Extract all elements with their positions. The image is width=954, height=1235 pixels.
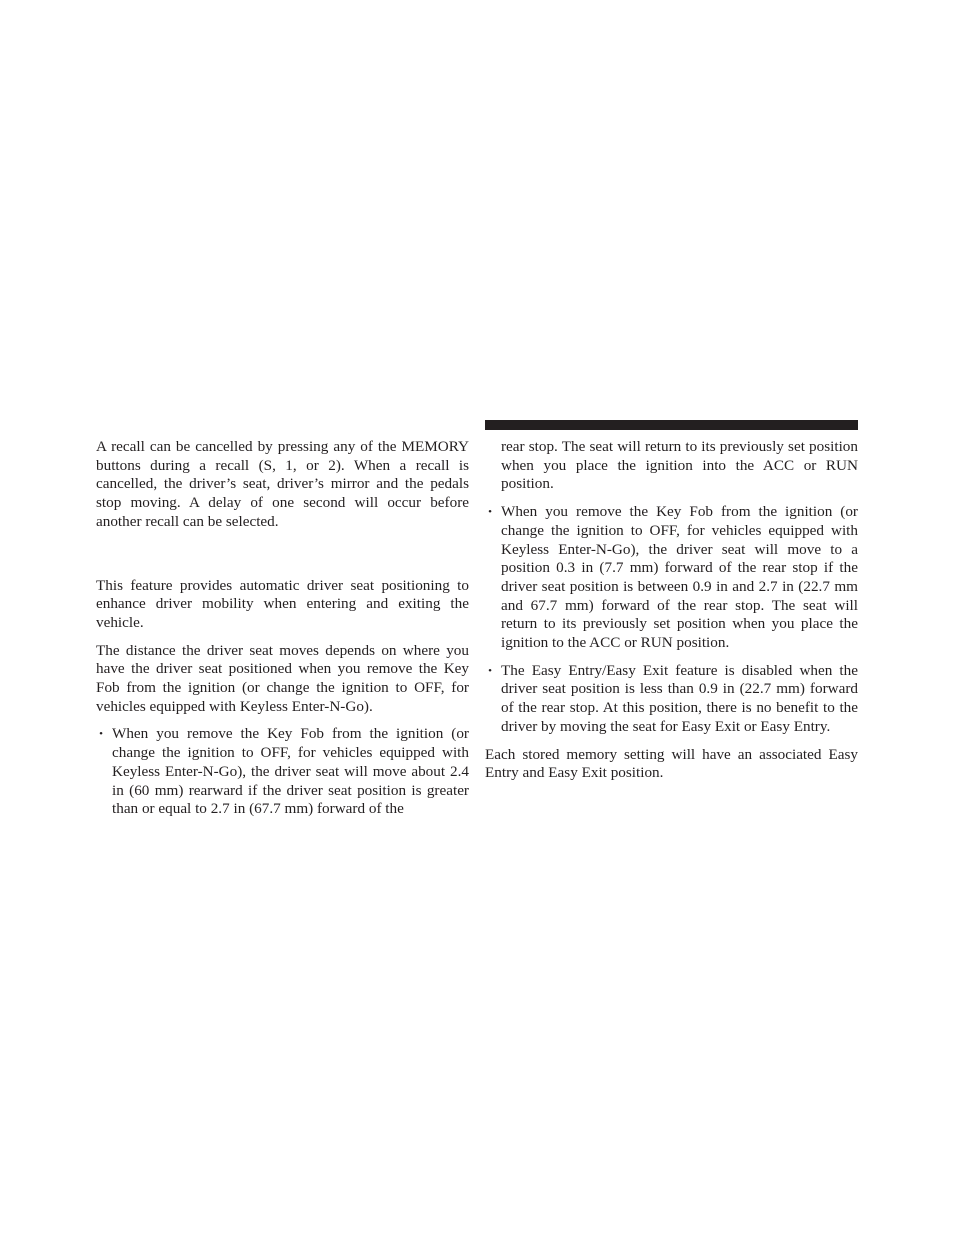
bullet-continuation: rear stop. The seat will return to its previously set position when you place the ignition into the ACC or RUN position. bbox=[501, 438, 858, 493]
bullet-text: The Easy Entry/Easy Exit feature is disabled when the driver seat position is less than 0.9 in (22.7 mm) forward of the rear stop. At this position, there is no benefit to the driver by moving the seat for Easy Exit or Easy Entry. bbox=[501, 661, 858, 735]
bullet-list-left bbox=[96, 725, 469, 819]
bullet-text: When you remove the Key Fob from the ignition (or change the ignition to OFF, for vehicles equipped with Keyless Enter-N-Go), the driver seat will move to a position 0.3 in (7.7 mm) forward of the rear stop if the driver seat position is between 0.9 in and 2.7 in (22.7 mm and 67.7 mm) forward of the rear stop. The seat will return to its previously set position when you place the ignition to the ACC or RUN position. bbox=[501, 503, 858, 652]
bullet-icon: • bbox=[488, 506, 492, 519]
list-item bbox=[485, 503, 858, 653]
bullet-text: When you remove the Key Fob from the ignition (or change the ignition to OFF, for vehicles equipped with Keyless Enter-N-Go), the driver seat will move about 2.4 in (60 mm) rearward if the driver seat position is greater than or equal to 2.7 in (67.7 mm) forward of the bbox=[112, 725, 469, 818]
header-rule bbox=[485, 420, 858, 430]
list-item bbox=[485, 662, 858, 737]
left-column bbox=[96, 438, 469, 819]
seat-distance-paragraph: The distance the driver seat moves depends on where you have the driver seat positioned when you remove the Key Fob from the ignition (or change the ignition to OFF, for vehicles equipped with Keyless Enter-N-Go). bbox=[96, 641, 469, 715]
easy-entry-intro-paragraph: This feature provides automatic driver seat positioning to enhance driver mobility when entering and exiting the vehicle. bbox=[96, 576, 469, 631]
bullet-list-right bbox=[485, 503, 858, 736]
right-column bbox=[485, 438, 858, 783]
list-item bbox=[96, 725, 469, 819]
bullet-icon: • bbox=[488, 664, 492, 677]
recall-cancel-paragraph: A recall can be cancelled by pressing any of the MEMORY buttons during a recall (S, 1, or 2). When a recall is cancelled, the driver’s seat, driver’s mirror and the pedals stop moving. A delay of one second will occur before another recall can be selected. bbox=[96, 438, 469, 530]
bullet-icon: • bbox=[99, 728, 103, 741]
memory-setting-paragraph: Each stored memory setting will have an associated Easy Entry and Easy Exit position. bbox=[485, 745, 858, 782]
